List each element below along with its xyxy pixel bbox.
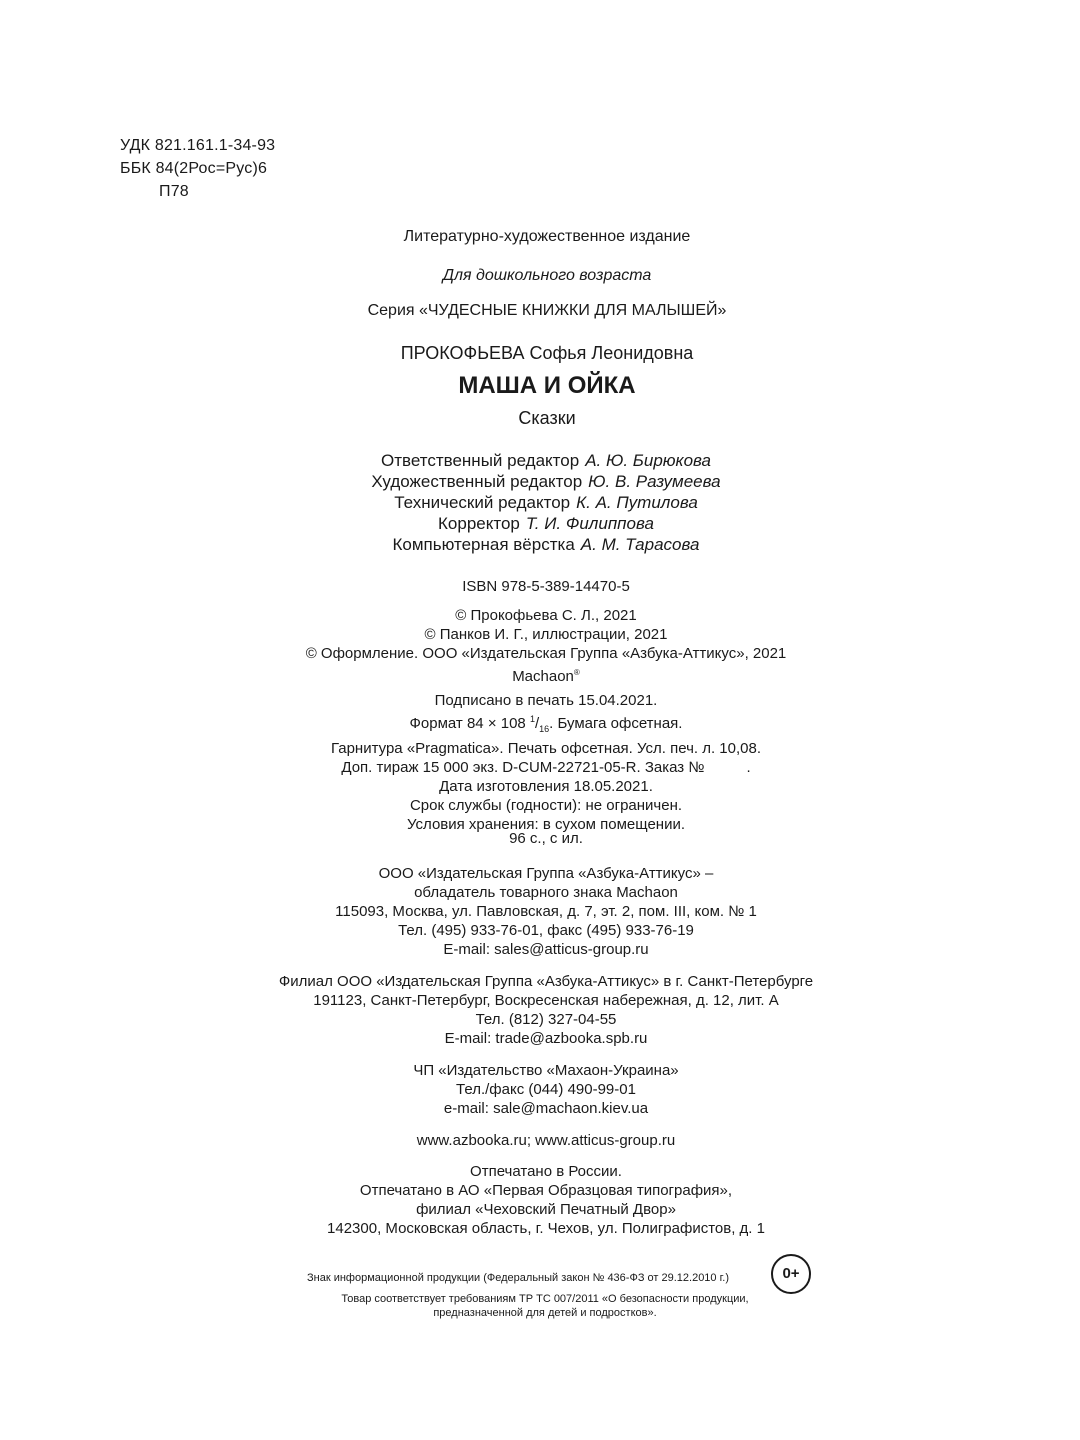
bbk-code: ББК 84(2Рос=Рус)6: [120, 160, 268, 177]
copyright-block: [0, 606, 1080, 686]
credit-name: К. А. Путилова: [576, 493, 698, 512]
credit-name: А. Ю. Бирюкова: [585, 451, 711, 470]
typeface-line: Гарнитура «Pragmatica». Печать офсетная. Усл. печ. л. 10,08.: [330, 740, 762, 757]
format-paper: . Бумага офсетная.: [549, 715, 683, 732]
signed-date: Подписано в печать 15.04.2021.: [434, 692, 658, 709]
credit-name: Т. И. Филиппова: [525, 514, 654, 533]
page-count: [0, 829, 1080, 848]
ukraine-line: e-mail: sale@machaon.kiev.ua: [443, 1100, 649, 1117]
credit-line: [0, 513, 1080, 534]
edition-type: Литературно-художественное издание: [403, 228, 691, 245]
credit-line: [0, 450, 1080, 471]
credit-role: Компьютерная вёрстка: [392, 535, 575, 554]
genre: Сказки: [518, 408, 576, 428]
format-denominator: 16: [539, 724, 550, 734]
imprint-brand: [0, 663, 1080, 686]
websites: [0, 1131, 1080, 1150]
publisher-line: 115093, Москва, ул. Павловская, д. 7, эт. 2, пом. III, ком. № 1: [335, 903, 757, 920]
format-numerator: 1: [529, 714, 535, 724]
credit-role: Корректор: [438, 514, 520, 533]
credit-role: Технический редактор: [394, 493, 571, 512]
publisher-line: Тел. (495) 933-76-01, факс (495) 933-76-19: [398, 922, 694, 939]
branch-line: Филиал ООО «Издательская Группа «Азбука-Аттикус» в г. Санкт-Петербурге: [278, 973, 814, 990]
registered-mark: ®: [573, 668, 580, 677]
series-name: Серия «ЧУДЕСНЫЕ КНИЖКИ ДЛЯ МАЛЫШЕЙ»: [367, 302, 727, 319]
branch-line: Тел. (812) 327-04-55: [475, 1011, 617, 1028]
service-life: Срок службы (годности): не ограничен.: [409, 797, 683, 814]
printed-block: [0, 1162, 1080, 1238]
info-mark-note: Знак информационной продукции (Федеральный закон № 436-ФЗ от 29.12.2010 г.): [306, 1272, 729, 1284]
copyright-line: © Прокофьева С. Л., 2021: [455, 607, 637, 624]
book-title: МАША И ОЙКА: [458, 372, 636, 399]
credit-name: А. М. Тарасова: [580, 535, 700, 554]
credit-role: Художественный редактор: [371, 472, 583, 491]
udk-code: УДК 821.161.1-34-93: [120, 137, 276, 154]
ukraine-block: [0, 1061, 1080, 1118]
run-text: Доп. тираж 15 000 экз. D-CUM-22721-05-R. Заказ №: [341, 759, 705, 776]
copyright-line: © Панков И. Г., иллюстрации, 2021: [424, 626, 668, 643]
branch-line: E-mail: trade@azbooka.spb.ru: [444, 1030, 648, 1047]
isbn-number: ISBN 978-5-389-14470-5: [462, 578, 630, 595]
branch-line: 191123, Санкт-Петербург, Воскресенская набережная, д. 12, лит. А: [313, 992, 779, 1009]
classification-codes: [120, 134, 275, 203]
conformity-line: предназначенной для детей и подростков».: [433, 1307, 657, 1319]
ukraine-line: Тел./факс (044) 490-99-01: [456, 1081, 636, 1098]
credit-role: Ответственный редактор: [381, 451, 580, 470]
copyright-line: © Оформление. ООО «Издательская Группа «Азбука-Аттикус», 2021: [305, 645, 787, 662]
format-text: Формат 84 × 108: [409, 715, 530, 732]
credit-line: [0, 471, 1080, 492]
ukraine-line: ЧП «Издательство «Махаон-Украина»: [413, 1062, 679, 1079]
imprint-name: Machaon: [512, 668, 574, 685]
credit-name: Ю. В. Разумеева: [588, 472, 721, 491]
made-date: Дата изготовления 18.05.2021.: [439, 778, 653, 795]
author-name: ПРОКОФЬЕВА Софья Леонидовна: [400, 343, 694, 363]
author-mark: П78: [159, 183, 189, 200]
printed-line: Отпечатано в России.: [470, 1163, 622, 1180]
branch-block: [0, 972, 1080, 1048]
publisher-block: [0, 864, 1080, 959]
printed-line: филиал «Чеховский Печатный Двор»: [416, 1201, 676, 1218]
page-count-text: 96 с., с ил.: [509, 830, 583, 847]
printed-line: Отпечатано в АО «Первая Образцовая типография»,: [359, 1182, 733, 1199]
credit-line: [0, 534, 1080, 555]
conformity-line: Товар соответствует требованиям ТР ТС 007/2011 «О безопасности продукции,: [341, 1293, 749, 1305]
isbn: [0, 577, 1080, 596]
websites-text: www.azbooka.ru; www.atticus-group.ru: [416, 1132, 676, 1149]
storage-conditions: Условия хранения: в сухом помещении.: [407, 816, 685, 833]
printed-line: 142300, Московская область, г. Чехов, ул. Полиграфистов, д. 1: [327, 1220, 765, 1237]
credit-line: [0, 492, 1080, 513]
print-info-block: [0, 691, 1080, 834]
age-rating-badge: 0+: [771, 1254, 811, 1294]
format-line: Формат 84 × 108 $^1/_{16}$. Бумага офсетная.: [409, 714, 683, 734]
run-end: .: [746, 759, 751, 776]
run-line: [0, 758, 1080, 777]
publisher-line: E-mail: sales@atticus-group.ru: [443, 941, 649, 958]
age-note: Для дошкольного возраста: [442, 267, 652, 284]
publisher-line: обладатель товарного знака Machaon: [414, 884, 678, 901]
publisher-line: ООО «Издательская Группа «Азбука-Аттикус» –: [378, 865, 714, 882]
